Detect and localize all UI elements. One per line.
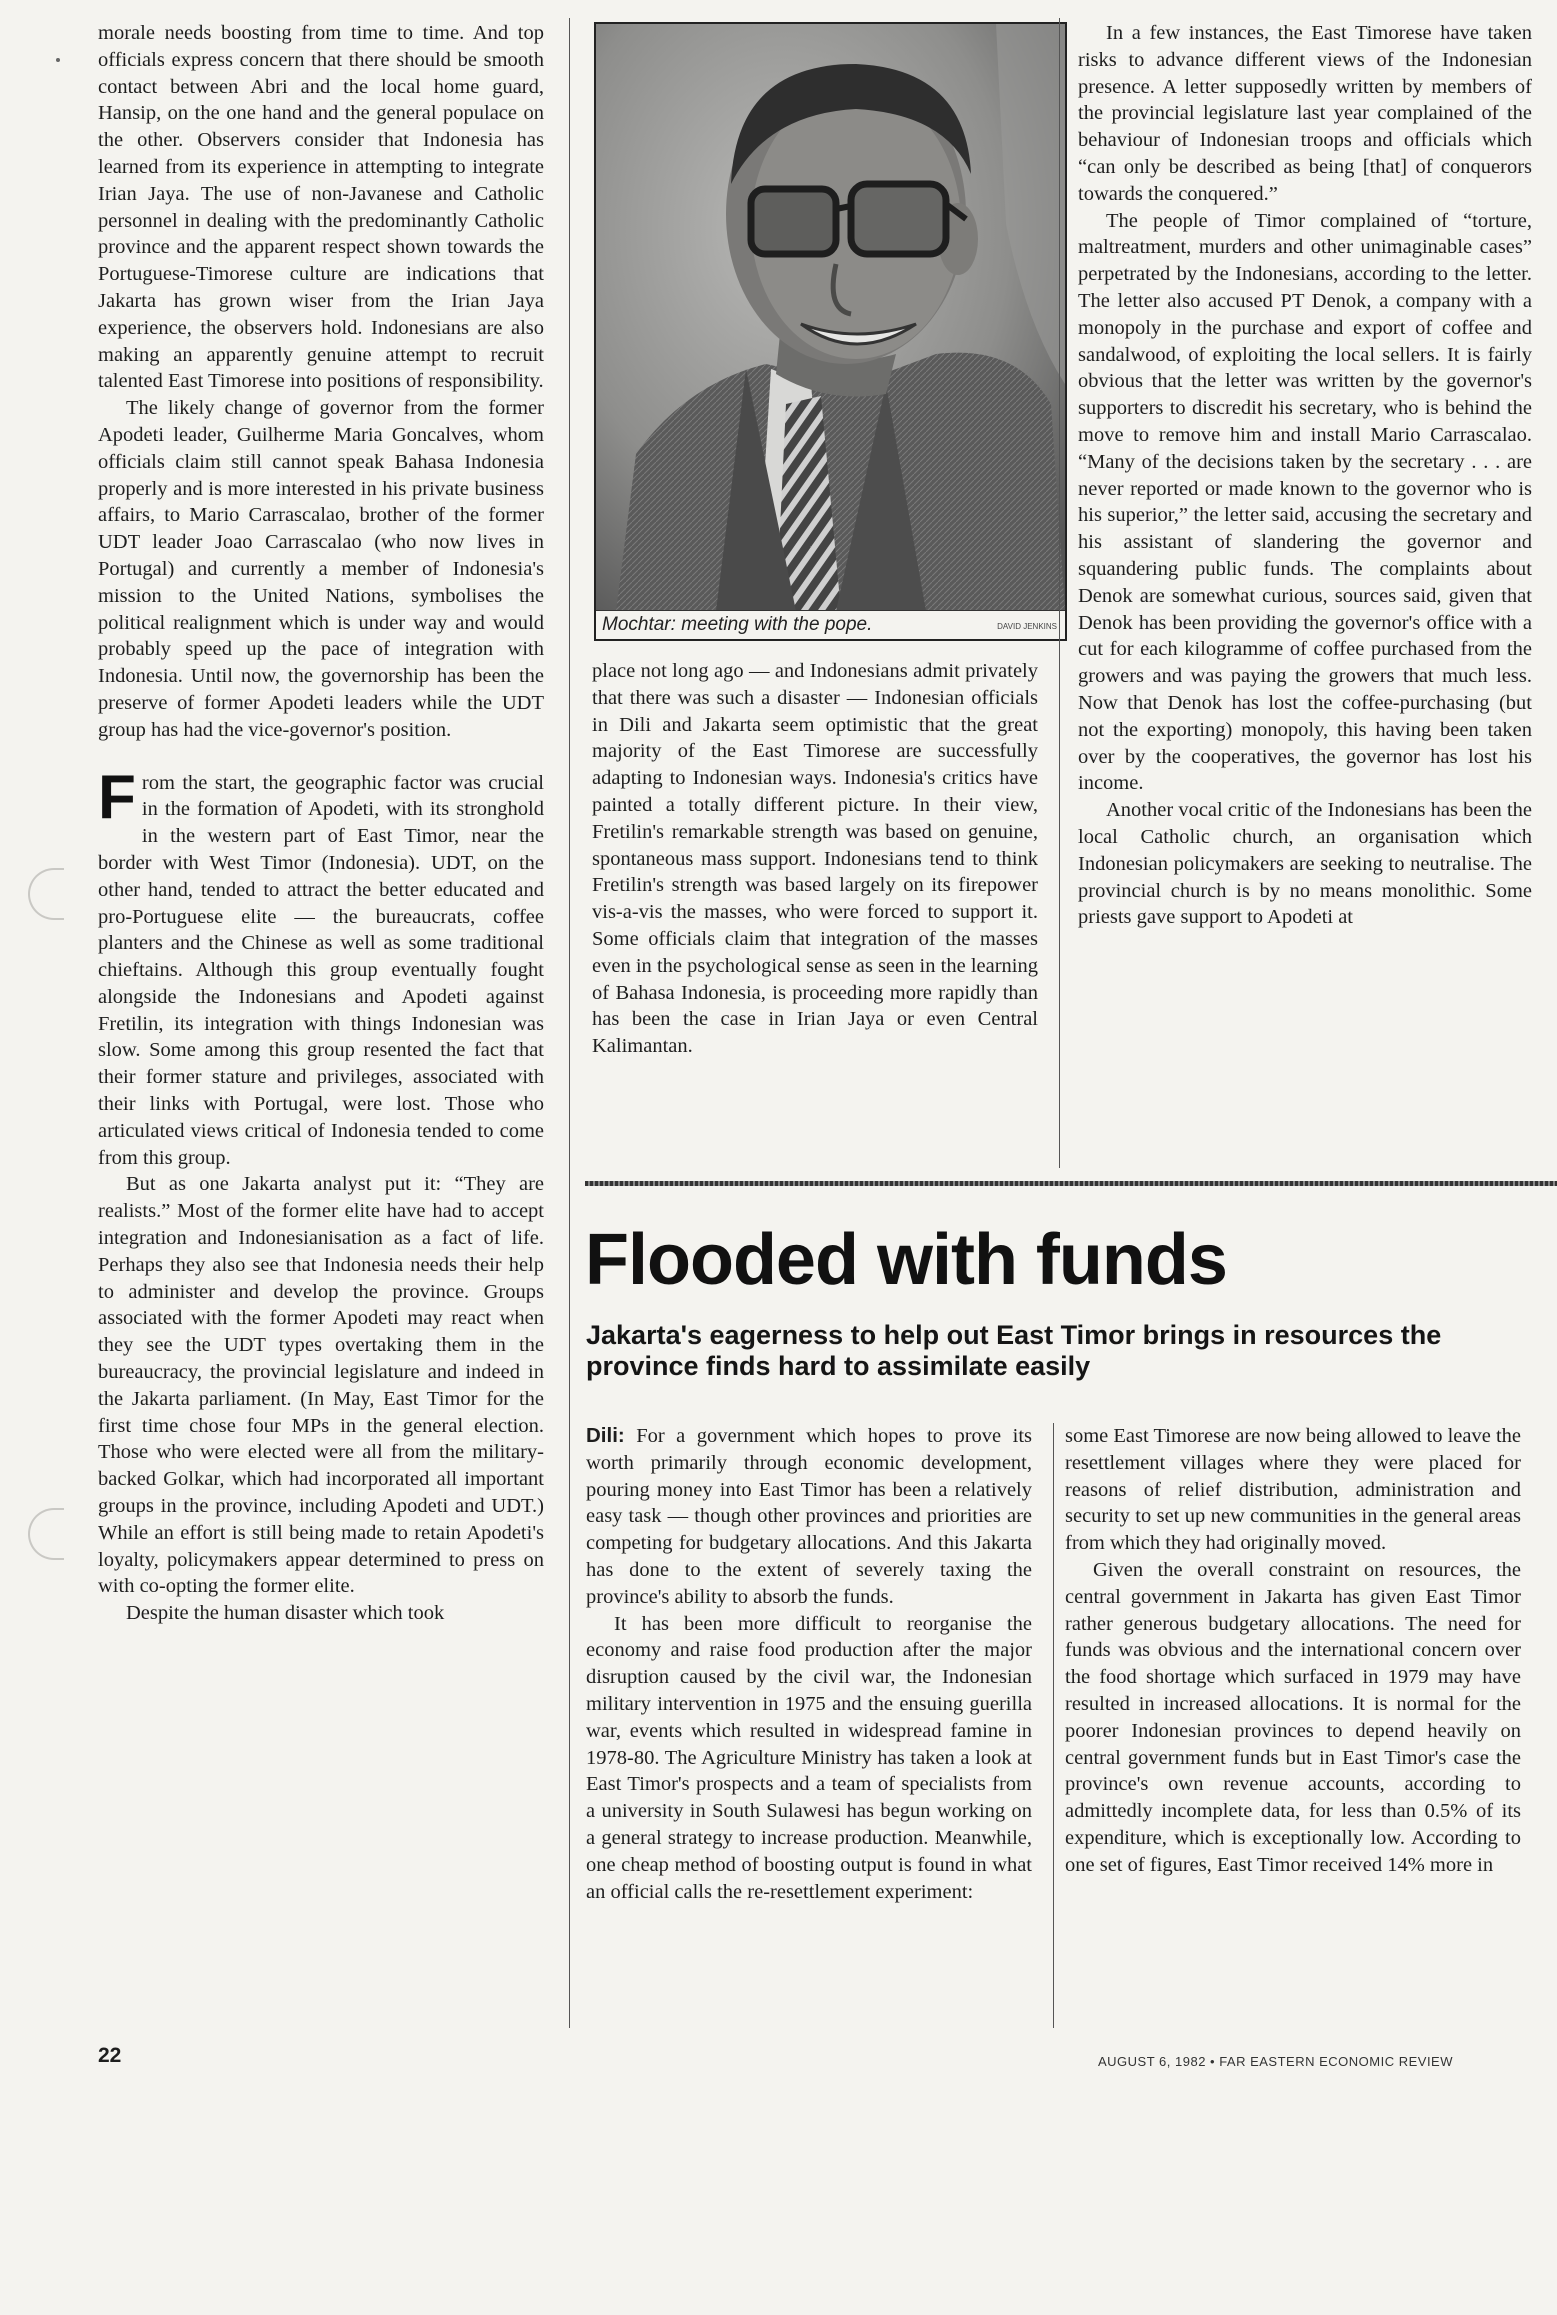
paragraph-text: rom the start, the geographic factor was crucial in the formation of Apodeti, with its stronghold in the western part of East Timor, near the border with West Timor (Indonesia). UDT, on the other hand, tended to attract the better educated and pro-Portuguese elite — the bureaucrats, coffee planters and the Chinese as well as some traditional chieftains. Although this group eventually fought alongside the Indonesians and Apodeti against Fretilin, its integration with things Indonesian was slow. Some among this group resented the fact that their former stature and privileges, associated with their links with Portugal, were lost. Those who articulated views critical of Indonesia tended to come from this group.: [98, 771, 544, 1169]
paragraph: some East Timorese are now being allowed to leave the resettlement villages where they were placed for reasons of relief distribution, administration and security to set up new communities in the general areas from which they had originally moved.: [1065, 1425, 1521, 1555]
paragraph: morale needs boosting from time to time. And top officials express concern that there should be smooth contact between Abri and the local home guard, Hansip, on the one hand and the general populace on the other. Observers consider that Indonesia has learned from its experience in attempting to integrate Irian Jaya. The use of non-Javanese and Catholic personnel in dealing with the predominantly Catholic province and the apparent respect shown towards the Portuguese-Timorese culture are indications that Jakarta has grown wiser from the Irian Jaya experience, the observers hold. Indonesians are also making an apparently genuine attempt to recruit talented East Timorese into positions of responsibility.: [98, 22, 544, 393]
paragraph-text: For a government which hopes to prove its worth primarily through economic development, pouring money into East Timor has been a relatively easy task — though other provinces and priorities are competing for budgetary allocations. And this Jakarta has done to the extent of severely taxing the province's ability to absorb the funds.: [586, 1425, 1032, 1608]
portrait-photo: [594, 22, 1067, 641]
headline: Flooded with funds: [585, 1220, 1227, 1300]
paragraph: The people of Timor complained of “torture, maltreatment, murders and other unimaginable cases” perpetrated by the Indonesians, according to the letter. The letter also accused PT Denok, a company with a monopoly in the purchase and export of coffee and sandalwood, of exploiting the local sellers. It is fairly obvious that the letter was written by the governor's supporters to discredit his secretary, who is behind the move to remove him and install Mario Carrascalao. “Many of the decisions taken by the secretary . . . are never reported or made known to the governor who is his superior,” the letter said, accusing the secretary and his assistant of slandering the governor and squandering public funds. The complaints about Denok are somewhat curious, sources said, given that Denok has been providing the governor's office with a cut for each kilogramme of coffee purchased from the growers and was paying the growers that much less. Now that Denok has lost the coffee-purchasing (but not the exporting) monopoly, this having been taken over by the cooperatives, the governor has lost his income.: [1078, 209, 1532, 795]
paragraph: Another vocal critic of the Indonesians has been the local Catholic church, an organisation which Indonesian policymakers are seeking to neutralise. The provincial church is by no means monolithic. Some priests gave support to Apodeti at: [1078, 799, 1532, 929]
article-column-1: [98, 20, 544, 2030]
column-rule: [569, 18, 570, 2028]
dateline: Dili:: [586, 1424, 625, 1447]
column-rule: [1059, 18, 1060, 1168]
dropcap-letter: F: [98, 762, 136, 832]
section-divider: [585, 1181, 1557, 1186]
paragraph: place not long ago — and Indonesians admit privately that there was such a disaster — Indonesian officials in Dili and Jakarta seem optimistic that the great majority of the East Timorese are successfully adapting to Indonesian ways. Indonesia's critics have painted a totally different picture. In their view, Fretilin's remarkable strength was based on genuine, spontaneous mass support. Indonesians tend to think Fretilin's strength was based largely on its firepower vis-a-vis the masses, who were forced to support it. Some officials claim that integration of the masses even in the psychological sense as seen in the learning of Bahasa Indonesia, is proceeding more rapidly than has been the case in Irian Jaya or even Central Kalimantan.: [592, 660, 1038, 1058]
paragraph: In a few instances, the East Timorese have taken risks to advance different views of the Indonesian presence. A letter supposedly written by members of the provincial legislature last year complained of the behaviour of Indonesian troops and officials which “can only be described as being [that] of conquerors towards the conquered.”: [1078, 22, 1532, 205]
photo-caption: Mochtar: meeting with the pope.: [596, 610, 1065, 639]
column-rule: [1053, 1423, 1054, 2028]
binder-hole: [28, 868, 64, 920]
binder-hole: [28, 1508, 64, 1560]
issue-footer: AUGUST 6, 1982 • FAR EASTERN ECONOMIC REVIEW: [1098, 2054, 1453, 2069]
paragraph: Despite the human disaster which took: [126, 1602, 445, 1625]
scan-speck: [56, 58, 60, 62]
page-number: 22: [98, 2044, 122, 2067]
dropcap-paragraph: [98, 762, 544, 1172]
photo-credit: DAVID JENKINS: [997, 622, 1057, 631]
paragraph: But as one Jakarta analyst put it: “They are realists.” Most of the former elite have had to accept integration and Indonesianisation as a fact of life. Perhaps they also see that Indonesia needs their help to administer and develop the province. Groups associated with the former Apodeti may react when they see the UDT types overtaking them in the bureaucracy, the provincial legislature and indeed in the Jakarta parliament. (In May, East Timor for the first time chose four MPs in the general election. Those who were elected were all from the military-backed Golkar, which had incorporated all important groups in the province, including Apodeti and UDT.) While an effort is still being made to retain Apodeti's loyalty, policymakers appear determined to press on with co-opting the former elite.: [98, 1173, 544, 1598]
subheadline: Jakarta's eagerness to help out East Timor brings in resources the province finds hard to assimilate easily: [586, 1320, 1442, 1381]
article-column-3-bottom: [1065, 1423, 1521, 2028]
paragraph: It has been more difficult to reorganise the economy and raise food production after the major disruption caused by the civil war, the Indonesian military intervention in 1975 and the ensuing guerilla war, events which resulted in widespread famine in 1978-80. The Agriculture Ministry has taken a look at East Timor's prospects and a team of specialists from a university in South Sulawesi has begun working on a general strategy to increase production. Meanwhile, one cheap method of boosting output is found in what an official calls the re-resettlement experiment:: [586, 1612, 1032, 1903]
article-column-3: [1078, 20, 1532, 1168]
article-column-2-bottom: [586, 1423, 1032, 2028]
portrait-image: [596, 24, 1065, 611]
paragraph-with-dateline: [586, 1423, 1032, 1611]
paragraph: The likely change of governor from the former Apodeti leader, Guilherme Maria Goncalves, whom officials claim still cannot speak Bahasa Indonesia properly and is more interested in his private business affairs, to Mario Carrascalao, brother of the former UDT leader Joao Carrascalao (who now lives in Portugal) and currently a member of Indonesia's mission to the United Nations, symbolises the political realignment which is under way and would probably speed up the pace of integration with Indonesia. Until now, the governorship has been the preserve of former Apodeti leaders while the UDT group has had the vice-governor's position.: [98, 397, 544, 741]
paragraph: Given the overall constraint on resources, the central government in Jakarta has given East Timor rather generous budgetary allocations. The need for funds was obvious and the international concern over the food shortage which surfaced in 1979 may have resulted in increased allocations. It is normal for the poorer Indonesian provinces to depend heavily on central government funds but in East Timor's case the province's own revenue accounts, according to admittedly incomplete data, for less than 0.5% of its expenditure, which is exceptionally low. According to one set of figures, East Timor received 14% more in: [1065, 1558, 1521, 1876]
article-column-2: [592, 658, 1038, 1168]
